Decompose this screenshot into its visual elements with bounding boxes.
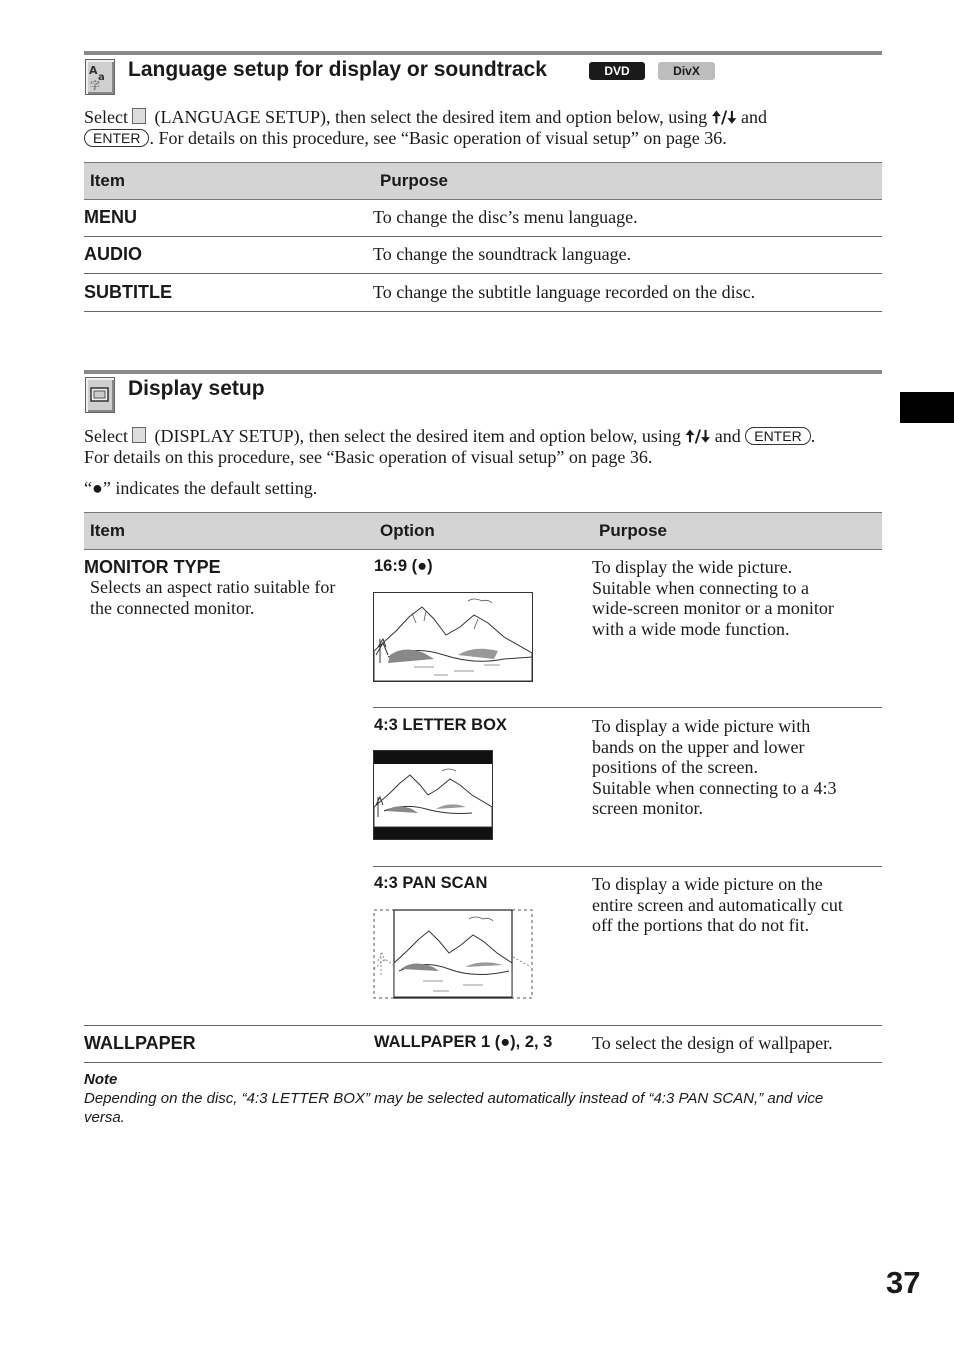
purpose-16-9: [592, 557, 882, 639]
intro-text: Select: [84, 107, 128, 127]
svg-text:字: 字: [90, 81, 100, 92]
purpose-line: To display a wide picture on the: [592, 874, 823, 894]
row-divider: [84, 273, 882, 274]
display-setup-mini-icon: [132, 427, 146, 443]
purpose-line: wide-screen monitor or a monitor: [592, 598, 834, 618]
enter-key: ENTER: [745, 427, 810, 445]
note-text: Depending on the disc, “4:3 LETTER BOX” may be selected automatically instead of “4:3 PAN SCAN,” and vice: [84, 1090, 824, 1107]
display-setup-icon: [85, 377, 115, 413]
purpose-line: To display the wide picture.: [592, 557, 793, 577]
section-title-display: Display setup: [128, 377, 265, 400]
purpose-line: Suitable when connecting to a: [592, 577, 809, 598]
section-title-language: Language setup for display or soundtrack: [128, 58, 547, 81]
language-table-header: [84, 162, 882, 200]
purpose-line: screen monitor.: [592, 798, 703, 818]
display-intro-line2: For details on this procedure, see “Basic operation of visual setup” on page 36.: [84, 447, 653, 467]
svg-text:A: A: [89, 64, 98, 77]
svg-text:a: a: [98, 72, 105, 83]
display-table-header: [84, 512, 882, 550]
purpose-line: with a wide mode function.: [592, 618, 790, 639]
item-monitor-type: MONITOR TYPE: [84, 557, 221, 577]
row-divider: [84, 311, 882, 312]
section-divider: [84, 370, 882, 374]
row-divider: [84, 1062, 882, 1063]
pan-scan-illustration: [373, 909, 533, 999]
row-divider: [84, 1025, 882, 1026]
option-letter-box: 4:3 LETTER BOX: [374, 716, 507, 734]
purpose-line: To display a wide picture with: [592, 716, 811, 736]
letter-box-illustration: [373, 750, 493, 840]
up-down-arrows-icon: 🠅/🠇: [711, 108, 737, 128]
purpose-line: bands on the upper and lower: [592, 736, 805, 757]
header-purpose: Purpose: [380, 171, 449, 190]
item-menu: MENU: [84, 207, 137, 227]
intro-text: Select: [84, 426, 128, 446]
display-intro-line1: [84, 426, 884, 448]
purpose-menu: To change the disc’s menu language.: [373, 207, 638, 227]
monitor-type-desc: Selects an aspect ratio suitable for: [90, 577, 336, 597]
header-option: Option: [380, 521, 435, 540]
up-down-arrows-icon: 🠅/🠇: [685, 427, 711, 447]
intro-text: (LANGUAGE SETUP), then select the desired item and option below, using: [149, 107, 712, 127]
note-text: versa.: [84, 1109, 125, 1126]
default-setting-note: “●” indicates the default setting.: [84, 478, 318, 498]
row-divider: [84, 236, 882, 237]
row-divider: [373, 866, 882, 867]
option-wallpaper: WALLPAPER 1 (●), 2, 3: [374, 1033, 553, 1051]
purpose-line: off the portions that do not fit.: [592, 915, 810, 935]
header-item: Item: [90, 171, 125, 190]
divx-badge: DivX: [658, 62, 715, 80]
page-number: 37: [886, 1265, 921, 1300]
purpose-letter-box: [592, 716, 882, 819]
item-wallpaper: WALLPAPER: [84, 1033, 196, 1053]
item-subtitle: SUBTITLE: [84, 282, 172, 302]
side-tab-marker: [900, 392, 954, 423]
purpose-line: entire screen and automatically cut: [592, 894, 843, 915]
row-divider: [373, 707, 882, 708]
intro-text: and: [710, 426, 746, 446]
intro-text: (DISPLAY SETUP), then select the desired item and option below, using: [149, 426, 686, 446]
note-title: Note: [84, 1071, 118, 1088]
intro-text: .: [810, 426, 816, 446]
purpose-subtitle: To change the subtitle language recorded on the disc.: [373, 282, 756, 302]
dvd-badge: DVD: [589, 62, 645, 80]
section-divider: [84, 51, 882, 55]
intro-text: and: [736, 107, 768, 127]
purpose-wallpaper: To select the design of wallpaper.: [592, 1033, 833, 1053]
purpose-line: positions of the screen.: [592, 757, 758, 777]
header-purpose: Purpose: [599, 521, 668, 540]
purpose-line: Suitable when connecting to a 4:3: [592, 777, 837, 798]
purpose-pan-scan: [592, 874, 882, 936]
option-16-9: 16:9 (●): [374, 557, 433, 575]
intro-text: . For details on this procedure, see “Basic operation of visual setup” on page 36.: [149, 128, 727, 148]
language-intro-line2: [84, 128, 884, 149]
wide-picture-illustration: [373, 592, 533, 682]
item-audio: AUDIO: [84, 244, 142, 264]
purpose-audio: To change the soundtrack language.: [373, 244, 632, 264]
option-pan-scan: 4:3 PAN SCAN: [374, 874, 488, 892]
monitor-type-desc: the connected monitor.: [90, 598, 255, 618]
language-intro-line1: [84, 107, 884, 129]
header-item: Item: [90, 521, 125, 540]
language-setup-icon: [85, 59, 115, 95]
language-setup-mini-icon: [132, 108, 146, 124]
enter-key: ENTER: [84, 129, 149, 147]
